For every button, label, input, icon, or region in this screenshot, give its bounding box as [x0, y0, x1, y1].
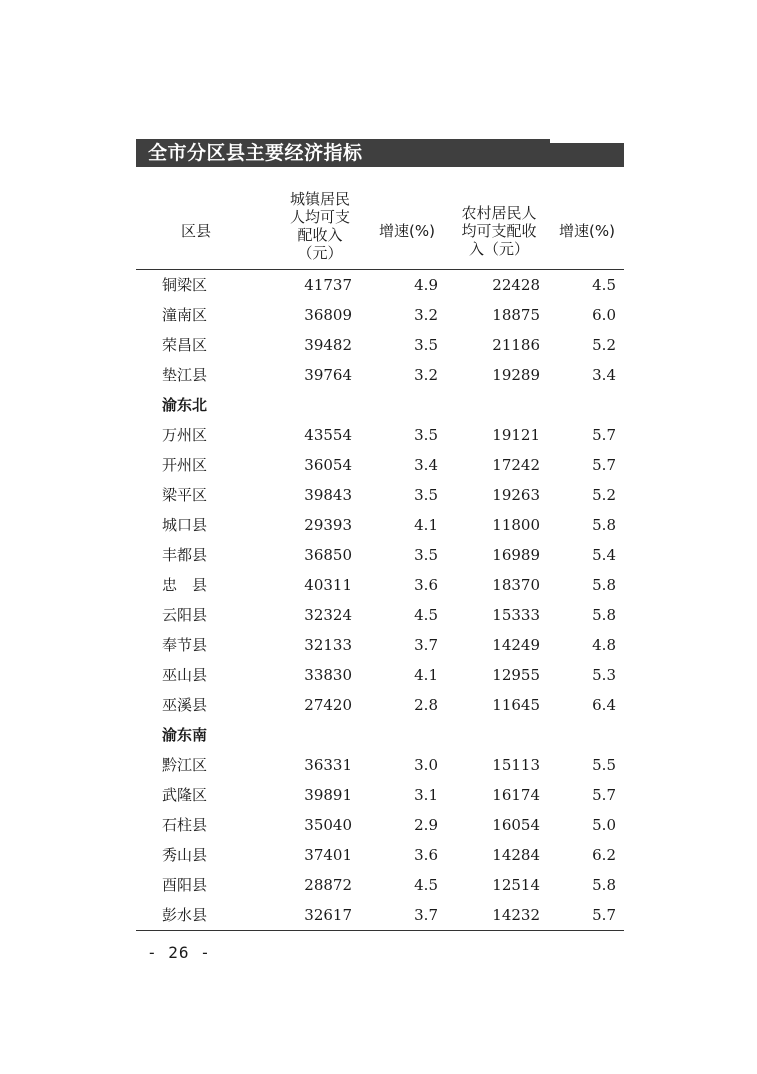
rural-income-cell: 18370: [492, 576, 540, 594]
district-name-cell: 渝东南: [162, 726, 208, 744]
urban-growth-cell: 3.5: [414, 546, 438, 564]
economic-indicators-table: [136, 186, 624, 931]
district-name-cell: 万州区: [162, 426, 208, 444]
district-name-cell: 黔江区: [162, 756, 208, 774]
urban-growth-cell: 2.8: [414, 696, 438, 714]
rural-growth-cell: 5.7: [592, 906, 616, 924]
district-name-cell: 潼南区: [162, 306, 208, 324]
district-name-cell: 忠 县: [162, 576, 208, 594]
rural-income-cell: 22428: [492, 276, 540, 294]
rural-growth-cell: 5.8: [592, 876, 616, 894]
urban-growth-cell: 4.1: [414, 666, 438, 684]
urban-income-cell: 39482: [304, 336, 352, 354]
urban-income-cell: 39764: [304, 366, 352, 384]
district-name-cell: 开州区: [162, 456, 208, 474]
rural-growth-cell: 4.8: [592, 636, 616, 654]
urban-growth-cell: 4.5: [414, 606, 438, 624]
rural-growth-cell: 5.4: [592, 546, 616, 564]
district-name-cell: 奉节县: [162, 636, 208, 654]
title-bar-notch: [550, 139, 624, 143]
rural-growth-cell: 5.7: [592, 786, 616, 804]
rural-growth-cell: 5.5: [592, 756, 616, 774]
urban-income-cell: 36054: [304, 456, 352, 474]
rural-income-cell: 11800: [492, 516, 540, 534]
table-row: [136, 510, 624, 540]
district-name-cell: 酉阳县: [162, 876, 208, 894]
urban-income-cell: 35040: [304, 816, 352, 834]
urban-growth-cell: 3.2: [414, 366, 438, 384]
urban-growth-cell: 3.2: [414, 306, 438, 324]
rural-growth-cell: 5.2: [592, 486, 616, 504]
table-row: [136, 750, 624, 780]
table-row: [136, 330, 624, 360]
header-rural-growth: 增速(%): [559, 222, 615, 240]
rural-income-cell: 15333: [492, 606, 540, 624]
table-row: [136, 360, 624, 390]
table-row: [136, 540, 624, 570]
rural-income-cell: 14232: [492, 906, 540, 924]
urban-income-cell: 32133: [304, 636, 352, 654]
table-title-bar: [136, 139, 624, 167]
table-title: 全市分区县主要经济指标: [148, 142, 363, 164]
rural-income-cell: 14249: [492, 636, 540, 654]
district-name-cell: 秀山县: [162, 846, 208, 864]
rural-growth-cell: 5.8: [592, 516, 616, 534]
table-row: [136, 300, 624, 330]
district-name-cell: 渝东北: [162, 396, 208, 414]
urban-growth-cell: 3.4: [414, 456, 438, 474]
rural-income-cell: 11645: [492, 696, 540, 714]
rural-growth-cell: 5.7: [592, 426, 616, 444]
table-body: [136, 270, 624, 931]
district-name-cell: 武隆区: [162, 786, 208, 804]
urban-growth-cell: 3.6: [414, 576, 438, 594]
rural-income-cell: 14284: [492, 846, 540, 864]
rural-growth-cell: 5.7: [592, 456, 616, 474]
urban-growth-cell: 3.7: [414, 636, 438, 654]
table-row: [136, 810, 624, 840]
urban-income-cell: 32617: [304, 906, 352, 924]
district-name-cell: 石柱县: [162, 816, 208, 834]
rural-income-cell: 16174: [492, 786, 540, 804]
rural-growth-cell: 5.3: [592, 666, 616, 684]
header-rural-income: 农村居民人 均可支配收 入（元）: [461, 204, 537, 258]
table-row: [136, 600, 624, 630]
rural-growth-cell: 3.4: [592, 366, 616, 384]
urban-income-cell: 37401: [304, 846, 352, 864]
rural-growth-cell: 5.8: [592, 606, 616, 624]
urban-income-cell: 32324: [304, 606, 352, 624]
urban-income-cell: 36331: [304, 756, 352, 774]
urban-growth-cell: 4.9: [414, 276, 438, 294]
header-urban-growth: 增速(%): [379, 222, 435, 240]
table-row: [136, 480, 624, 510]
urban-income-cell: 36809: [304, 306, 352, 324]
urban-income-cell: 36850: [304, 546, 352, 564]
rural-growth-cell: 5.0: [592, 816, 616, 834]
rural-growth-cell: 5.2: [592, 336, 616, 354]
table-row: [136, 570, 624, 600]
table-row: [136, 840, 624, 870]
urban-growth-cell: 4.1: [414, 516, 438, 534]
district-name-cell: 彭水县: [162, 906, 208, 924]
urban-growth-cell: 3.7: [414, 906, 438, 924]
rural-growth-cell: 4.5: [592, 276, 616, 294]
urban-income-cell: 39843: [304, 486, 352, 504]
table-row: [136, 780, 624, 810]
district-name-cell: 巫溪县: [162, 696, 208, 714]
urban-growth-cell: 4.5: [414, 876, 438, 894]
rural-income-cell: 21186: [492, 336, 540, 354]
page-number: - 26 -: [147, 943, 211, 962]
district-name-cell: 梁平区: [162, 486, 208, 504]
urban-income-cell: 43554: [304, 426, 352, 444]
table-row: [136, 870, 624, 900]
rural-growth-cell: 5.8: [592, 576, 616, 594]
table-row: [136, 690, 624, 720]
urban-growth-cell: 3.0: [414, 756, 438, 774]
header-urban-income: 城镇居民 人均可支 配收入 （元）: [289, 190, 350, 262]
rural-growth-cell: 6.4: [592, 696, 616, 714]
table-row: [136, 660, 624, 690]
urban-growth-cell: 3.5: [414, 426, 438, 444]
rural-income-cell: 19289: [492, 366, 540, 384]
urban-growth-cell: 3.5: [414, 486, 438, 504]
group-header-row: [136, 720, 624, 750]
header-district: 区县: [180, 222, 211, 240]
urban-income-cell: 39891: [304, 786, 352, 804]
urban-growth-cell: 3.6: [414, 846, 438, 864]
rural-income-cell: 18875: [492, 306, 540, 324]
rural-income-cell: 16989: [492, 546, 540, 564]
urban-income-cell: 28872: [304, 876, 352, 894]
table-row: [136, 420, 624, 450]
urban-income-cell: 40311: [304, 576, 352, 594]
district-name-cell: 云阳县: [162, 606, 208, 624]
urban-growth-cell: 3.5: [414, 336, 438, 354]
rural-income-cell: 19263: [492, 486, 540, 504]
urban-income-cell: 29393: [304, 516, 352, 534]
table-row: [136, 450, 624, 480]
district-name-cell: 荣昌区: [162, 336, 208, 354]
table-header: [136, 186, 624, 270]
rural-income-cell: 17242: [492, 456, 540, 474]
urban-growth-cell: 3.1: [414, 786, 438, 804]
urban-income-cell: 33830: [304, 666, 352, 684]
district-name-cell: 城口县: [162, 516, 208, 534]
table-row: [136, 630, 624, 660]
table-row: [136, 270, 624, 300]
group-header-row: [136, 390, 624, 420]
table-row: [136, 900, 624, 930]
rural-income-cell: 15113: [492, 756, 540, 774]
district-name-cell: 丰都县: [162, 546, 208, 564]
district-name-cell: 垫江县: [162, 366, 208, 384]
district-name-cell: 铜梁区: [162, 276, 208, 294]
rural-income-cell: 16054: [492, 816, 540, 834]
urban-income-cell: 41737: [304, 276, 352, 294]
rural-income-cell: 12955: [492, 666, 540, 684]
district-name-cell: 巫山县: [162, 666, 208, 684]
rural-growth-cell: 6.2: [592, 846, 616, 864]
urban-growth-cell: 2.9: [414, 816, 438, 834]
rural-income-cell: 19121: [492, 426, 540, 444]
urban-income-cell: 27420: [304, 696, 352, 714]
rural-growth-cell: 6.0: [592, 306, 616, 324]
rural-income-cell: 12514: [492, 876, 540, 894]
